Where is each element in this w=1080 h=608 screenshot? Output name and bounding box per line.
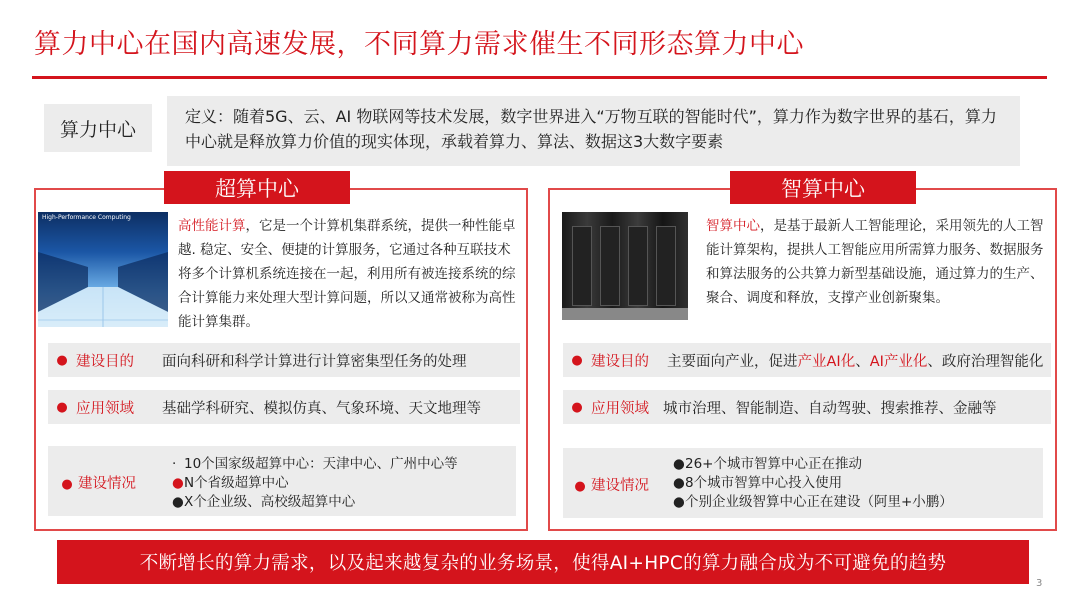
bullet-icon: ● <box>61 477 73 492</box>
server-rack <box>656 226 676 306</box>
aicc-term: 智算中心 <box>706 218 760 234</box>
bullet-icon: ● <box>571 352 583 368</box>
aicc-field-label: 应用领域 <box>591 400 649 417</box>
bullet-icon: ● <box>574 479 586 494</box>
page-title: 算力中心在国内高速发展，不同算力需求催生不同形态算力中心 <box>34 29 804 60</box>
server-rack <box>572 226 592 306</box>
aicc-status-list <box>673 455 953 512</box>
hpc-status-list <box>172 455 458 512</box>
list-item: ●26+个城市智算中心正在推动 <box>673 456 862 472</box>
server-rack <box>628 226 648 306</box>
list-item: ●N个省级超算中心 <box>172 475 289 491</box>
hpc-purpose-row <box>48 343 520 377</box>
intelligent-computing-description <box>706 214 1051 310</box>
aicc-purpose-separator: 、 <box>855 353 870 370</box>
hpc-field-label: 应用领域 <box>76 400 134 417</box>
conclusion-banner: 不断增长的算力需求，以及起来越复杂的业务场景，使得AI+HPC的算力融合成为不可避免的趋势 <box>57 540 1029 584</box>
supercomputing-tag: 超算中心 <box>164 171 350 204</box>
hpc-status-item-enterprise: X个企业级、高校级超算中心 <box>184 494 356 510</box>
hpc-datacenter-image <box>38 212 168 327</box>
aicc-purpose-highlight-2: AI产业化 <box>869 353 928 370</box>
floor-strip <box>562 308 688 320</box>
bullet-icon: ● <box>56 399 68 415</box>
hpc-purpose-text: 面向科研和科学计算进行计算密集型任务的处理 <box>162 353 467 370</box>
aicc-status-box <box>563 448 1043 518</box>
aicc-field-text: 城市治理、智能制造、自动驾驶、搜索推荐、金融等 <box>663 400 997 417</box>
aicc-purpose-label: 建设目的 <box>591 353 649 370</box>
page-number: 3 <box>1036 578 1043 589</box>
aicc-description-text: ，是基于最新人工智能理论，采用领先的人工智能计算架构，提拱人工智能应用所需算力服务、数据服务和算法服务的公共算力新型基础设施，通过算力的生产、聚合、调度和释放，支撑产业创新聚集。 <box>706 218 1044 306</box>
aicc-purpose-highlight-1: 产业AI化 <box>797 353 856 370</box>
hpc-purpose-label: 建设目的 <box>76 353 134 370</box>
aicc-status-item-enterprise: 个别企业级智算中心正在建设（阿里+小鹏） <box>685 494 953 510</box>
aicc-status-label-group <box>569 474 649 495</box>
definition-tag: 算力中心 <box>44 104 152 152</box>
aicc-purpose-row <box>563 343 1051 377</box>
list-item: ●8个城市智算中心投入使用 <box>673 475 843 491</box>
hpc-status-label-group <box>56 472 136 493</box>
ai-server-rack-image <box>562 212 688 320</box>
hpc-field-text: 基础学科研究、模拟仿真、气象环境、天文地理等 <box>162 400 481 417</box>
list-item: ●X个企业级、高校级超算中心 <box>172 494 356 510</box>
list-item: ●个别企业级智算中心正在建设（阿里+小鹏） <box>673 494 953 510</box>
aicc-purpose-prefix: 主要面向产业，促进 <box>667 353 798 370</box>
hpc-image-caption: High-Performance Computing <box>42 214 131 221</box>
bullet-icon: ● <box>56 352 68 368</box>
aicc-status-label: 建设情况 <box>591 478 649 494</box>
hpc-description-text: ，它是一个计算机集群系统，提供一种性能卓越. 稳定、安全、便捷的计算服务，它通过各种互联技术将多个计算机系统连接在一起，利用所有被连接系统的综合计算能力来处理大型计算问题，所以又通常被称为高性能计算集群。 <box>178 218 516 330</box>
server-rack <box>600 226 620 306</box>
hpc-status-item-national: 10个国家级超算中心：天津中心、广州中心等 <box>184 456 458 472</box>
aicc-purpose-text <box>667 350 1043 371</box>
list-item: · 10个国家级超算中心：天津中心、广州中心等 <box>172 456 458 472</box>
bullet-icon: ● <box>571 399 583 415</box>
aicc-status-item-pushing: 26+个城市智算中心正在推动 <box>685 456 862 472</box>
hpc-status-label: 建设情况 <box>78 476 136 492</box>
aicc-status-item-operational: 8个城市智算中心投入使用 <box>685 475 843 491</box>
title-divider <box>32 76 1047 79</box>
aicc-purpose-suffix: 、政府治理智能化 <box>927 353 1044 370</box>
aicc-field-row <box>563 390 1051 424</box>
server-aisle-graphic <box>38 212 168 327</box>
definition-text: 定义：随着5G、云、AI 物联网等技术发展，数字世界进入“万物互联的智能时代”，算力作为数字世界的基石，算力中心就是释放算力价值的现实体现，承载着算力、算法、数据这3大数字要素 <box>167 96 1020 166</box>
intelligent-computing-tag: 智算中心 <box>730 171 916 204</box>
hpc-term: 高性能计算 <box>178 218 246 234</box>
supercomputing-description <box>178 214 518 334</box>
hpc-status-item-provincial: N个省级超算中心 <box>184 475 289 491</box>
hpc-status-box <box>48 446 516 516</box>
hpc-field-row <box>48 390 520 424</box>
